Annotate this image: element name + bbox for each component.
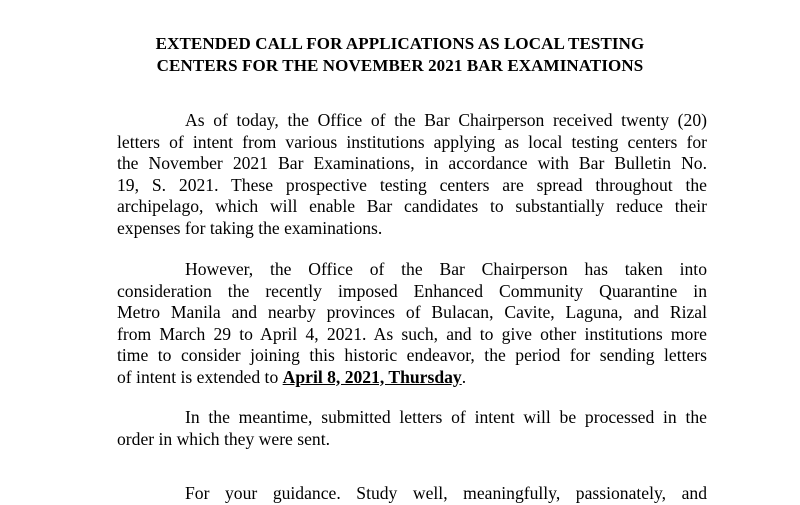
document-title [120, 33, 680, 77]
paragraph-line: from March 29 to April 4, 2021. As such, and to give other institutions more [117, 323, 707, 344]
paragraph-line: letters of intent from various institutions applying as local testing centers for [117, 131, 707, 152]
title-line-2: CENTERS FOR THE NOVEMBER 2021 BAR EXAMINATIONS [156, 56, 644, 75]
paragraph-testing-centers [117, 110, 707, 239]
title-line-1: EXTENDED CALL FOR APPLICATIONS AS LOCAL TESTING [155, 34, 645, 53]
paragraph-line: In the meantime, submitted letters of intent will be processed in the [185, 407, 707, 427]
paragraph-line: For your guidance. Study well, meaningfully, passionately, and [185, 483, 707, 503]
paragraph-line: Metro Manila and nearby provinces of Bulacan, Cavite, Laguna, and Rizal [117, 302, 707, 322]
deadline-date: April 8, 2021, Thursday [282, 366, 462, 387]
paragraph-line: order in which they were sent. [117, 428, 331, 449]
paragraph-line: expenses for taking the examinations. [117, 217, 383, 238]
deadline-suffix: . [461, 366, 467, 387]
paragraph-line: the November 2021 Bar Examinations, in accordance with Bar Bulletin No. [117, 153, 707, 173]
paragraph-line: However, the Office of the Bar Chairperson has taken into [185, 259, 707, 279]
paragraph-extension [117, 259, 707, 388]
paragraph-processing [117, 407, 707, 450]
paragraph-line: archipelago, which will enable Bar candidates to substantially reduce their [117, 196, 707, 216]
paragraph-guidance [117, 483, 707, 505]
paragraph-line: 19, S. 2021. These prospective testing centers are spread throughout the [117, 174, 707, 195]
paragraph-line: As of today, the Office of the Bar Chairperson received twenty (20) [185, 110, 707, 130]
deadline-line [117, 367, 707, 389]
paragraph-line: consideration the recently imposed Enhanced Community Quarantine in [117, 280, 707, 301]
paragraph-line: time to consider joining this historic endeavor, the period for sending letters [117, 345, 707, 365]
deadline-prefix: of intent is extended to [117, 366, 283, 387]
